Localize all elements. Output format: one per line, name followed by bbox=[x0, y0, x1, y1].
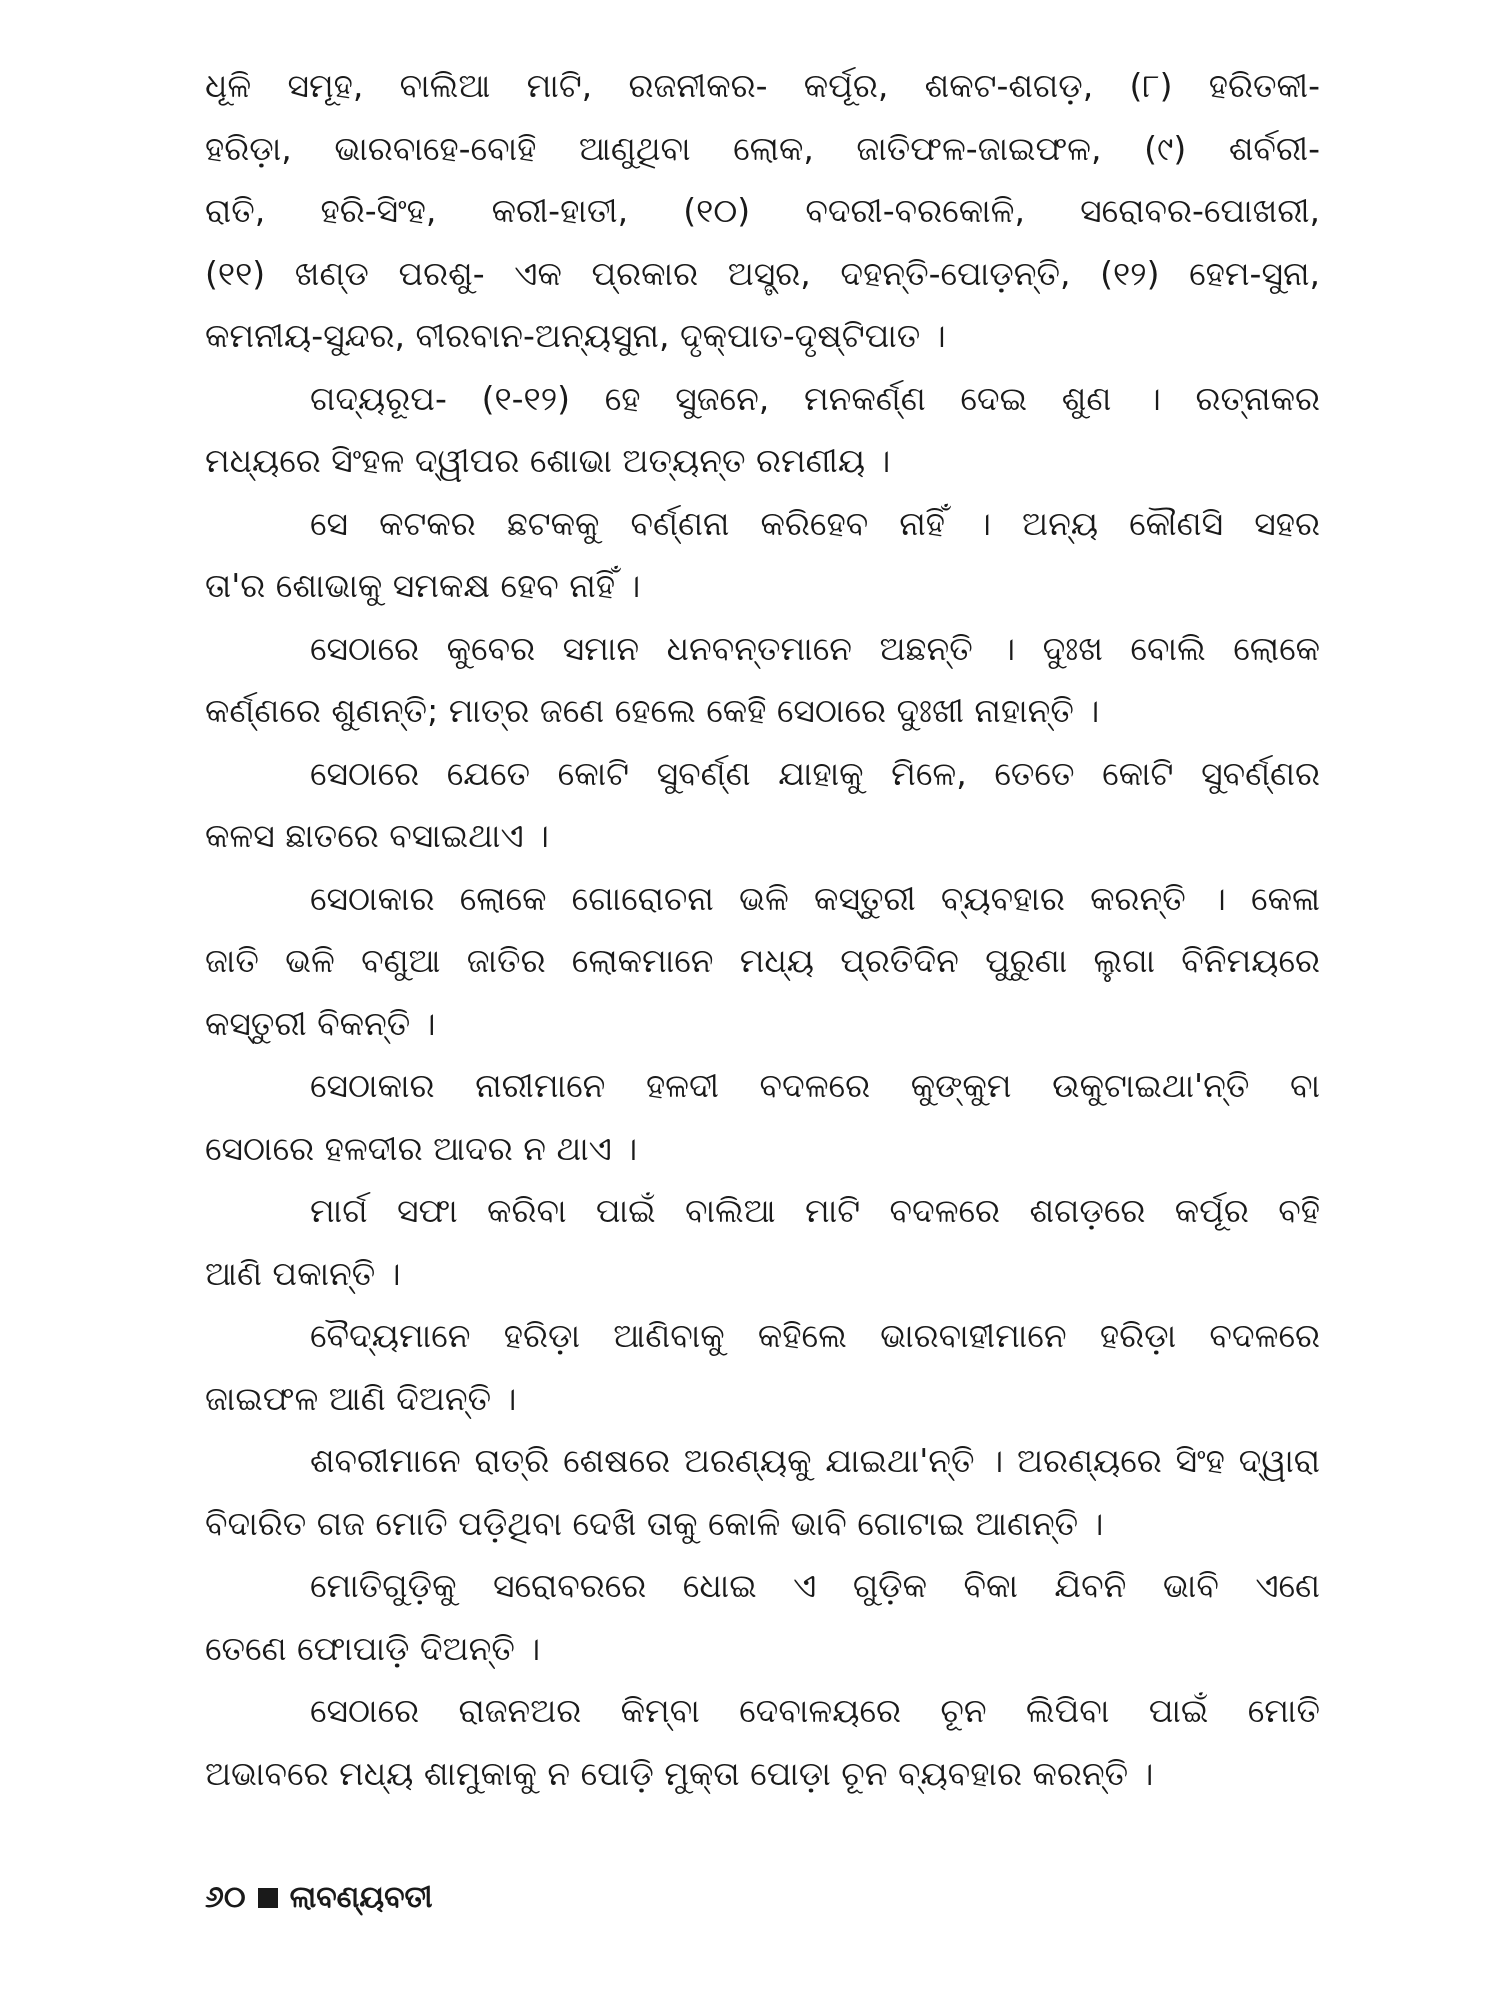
text-line: ବିଦାରିତ ଗଜ ମୋତି ପଡ଼ିଥିବା ଦେଖି ତାକୁ କୋଳି ଭାବି ଗୋଟାଇ ଆଣନ୍ତି । bbox=[205, 1503, 1104, 1543]
text-line: ହରିଡ଼ା, ଭାରବାହେ-ବୋହି ଆଣୁଥିବା ଲୋକ, ଜାତିଫଳ-ଜାଇଫଳ, (୯) ଶର୍ବରୀ- bbox=[205, 128, 1320, 168]
text-line: ବୈଦ୍ୟମାନେ ହରିଡ଼ା ଆଣିବାକୁ କହିଲେ ଭାରବାହୀମାନେ ହରିଡ଼ା ବଦଳରେ bbox=[310, 1316, 1320, 1355]
text-line: ସେଠାରେ ଯେତେ କୋଟି ସୁବର୍ଣ୍ଣ ଯାହାକୁ ମିଳେ, ତେତେ କୋଟି ସୁବର୍ଣ୍ଣର bbox=[310, 753, 1320, 793]
text-line: (୧୧) ଖଣ୍ଡ ପରଶୁ- ଏକ ପ୍ରକାର ଅସ୍ତ୍ର, ଦହନ୍ତି-ପୋଡ଼ନ୍ତି, (୧୨) ହେମ-ସୁନା, bbox=[205, 253, 1320, 293]
text-line: ମଧ୍ୟରେ ସିଂହଳ ଦ୍ୱୀପର ଶୋଭା ଅତ୍ୟନ୍ତ ରମଣୀୟ । bbox=[205, 441, 891, 480]
text-line: ଅଭାବରେ ମଧ୍ୟ ଶାମୁକାକୁ ନ ପୋଡ଼ି ମୁକ୍ତା ପୋଡ଼ା ଚୂନ ବ୍ୟବହାର କରନ୍ତି । bbox=[205, 1753, 1154, 1793]
text-line: ସେଠାରେ ହଳଦୀର ଆଦର ନ ଥାଏ । bbox=[205, 1128, 638, 1168]
paragraph bbox=[205, 368, 1320, 493]
text-line: କଳସ ଛାତରେ ବସାଇଥାଏ । bbox=[205, 816, 549, 855]
paragraph bbox=[205, 868, 1320, 1056]
text-line: କର୍ଣ୍ଣରେ ଶୁଣନ୍ତି; ମାତ୍ର ଜଣେ ହେଲେ କେହି ସେଠାରେ ଦୁଃଖୀ ନାହାନ୍ତି । bbox=[205, 691, 1100, 730]
page-footer bbox=[205, 1880, 432, 1915]
paragraph bbox=[205, 743, 1320, 868]
paragraph bbox=[205, 1305, 1320, 1430]
paragraph bbox=[205, 1680, 1320, 1805]
book-title: ଲାବଣ୍ୟବତୀ bbox=[289, 1880, 433, 1915]
text-line: ଶବରୀମାନେ ରାତ୍ରି ଶେଷରେ ଅରଣ୍ୟକୁ ଯାଇଥା'ନ୍ତି । ଅରଣ୍ୟରେ ସିଂହ ଦ୍ୱାରା bbox=[310, 1441, 1320, 1480]
paragraph bbox=[205, 55, 1320, 368]
page-number: ୬୦ bbox=[205, 1880, 246, 1915]
text-line: ମାର୍ଗ ସଫା କରିବା ପାଇଁ ବାଲିଆ ମାଟି ବଦଳରେ ଶଗଡ଼ରେ କର୍ପୂର ବହି bbox=[310, 1191, 1320, 1230]
text-line: ରାତି, ହରି-ସିଂହ, କରୀ-ହାତୀ, (୧୦) ବଦରୀ-ବରକୋଳି, ସରୋବର-ପୋଖରୀ, bbox=[205, 191, 1320, 230]
text-line: ମୋତିଗୁଡ଼ିକୁ ସରୋବରରେ ଧୋଇ ଏ ଗୁଡ଼ିକ ବିକା ଯିବନି ଭାବି ଏଣେ bbox=[310, 1566, 1320, 1605]
paragraph bbox=[205, 618, 1320, 743]
page-body bbox=[205, 55, 1320, 1805]
text-line: କସ୍ତୁରୀ ବିକନ୍ତି । bbox=[205, 1003, 436, 1043]
square-bullet-icon bbox=[258, 1888, 278, 1908]
text-line: ଜାଇଫଳ ଆଣି ଦିଅନ୍ତି । bbox=[205, 1378, 517, 1418]
paragraph bbox=[205, 1055, 1320, 1180]
text-line: କମନୀୟ-ସୁନ୍ଦର, ବୀରବାନ-ଅନ୍ୟସୁନା, ଦୃକ୍‌ପାତ-ଦୃଷ୍ଟିପାତ । bbox=[205, 316, 946, 355]
text-line: ଆଣି ପକାନ୍ତି । bbox=[205, 1253, 401, 1293]
paragraph bbox=[205, 1180, 1320, 1305]
text-line: ଗଦ୍ୟରୂପ- (୧-୧୨) ହେ ସୁଜନେ, ମନକର୍ଣ୍ଣ ଦେଇ ଶୁଣ । ରତ୍ନାକର bbox=[310, 378, 1320, 418]
paragraph bbox=[205, 1430, 1320, 1555]
text-line: ତା'ର ଶୋଭାକୁ ସମକକ୍ଷ ହେବ ନାହିଁ । bbox=[205, 566, 641, 605]
text-line: ସେଠାରେ ରାଜନଅର କିମ୍ବା ଦେବାଳୟରେ ଚୂନ ଲିପିବା ପାଇଁ ମୋତି bbox=[310, 1691, 1320, 1730]
paragraph bbox=[205, 1555, 1320, 1680]
text-line: ସେଠାକାର ଲୋକେ ଗୋରୋଚନା ଭଳି କସ୍ତୁରୀ ବ୍ୟବହାର କରନ୍ତି । କେଳା bbox=[310, 878, 1320, 918]
text-line: ତେଣେ ଫୋପାଡ଼ି ଦିଅନ୍ତି । bbox=[205, 1628, 541, 1668]
text-line: ସେଠାରେ କୁବେର ସମାନ ଧନବନ୍ତମାନେ ଅଛନ୍ତି । ଦୁଃଖ ବୋଲି ଲୋକେ bbox=[310, 628, 1320, 668]
text-line: ଜାତି ଭଳି ବଣୁଆ ଜାତିର ଲୋକମାନେ ମଧ୍ୟ ପ୍ରତିଦିନ ପୁରୁଣା ଲୁଗା ବିନିମୟରେ bbox=[205, 941, 1320, 980]
text-line: ସେ କଟକର ଛଟକକୁ ବର୍ଣ୍ଣନା କରିହେବ ନାହିଁ । ଅନ୍ୟ କୌଣସି ସହର bbox=[310, 503, 1320, 543]
text-line: ଧୂଳି ସମୂହ, ବାଲିଆ ମାଟି, ରଜନୀକର- କର୍ପୂର, ଶକଟ-ଶଗଡ଼, (୮) ହରିତକୀ- bbox=[205, 66, 1320, 105]
paragraph bbox=[205, 493, 1320, 618]
text-line: ସେଠାକାର ନାରୀମାନେ ହଳଦୀ ବଦଳରେ କୁଙ୍କୁମ ଉକୁଟାଇଥା'ନ୍ତି ବା bbox=[310, 1066, 1320, 1105]
